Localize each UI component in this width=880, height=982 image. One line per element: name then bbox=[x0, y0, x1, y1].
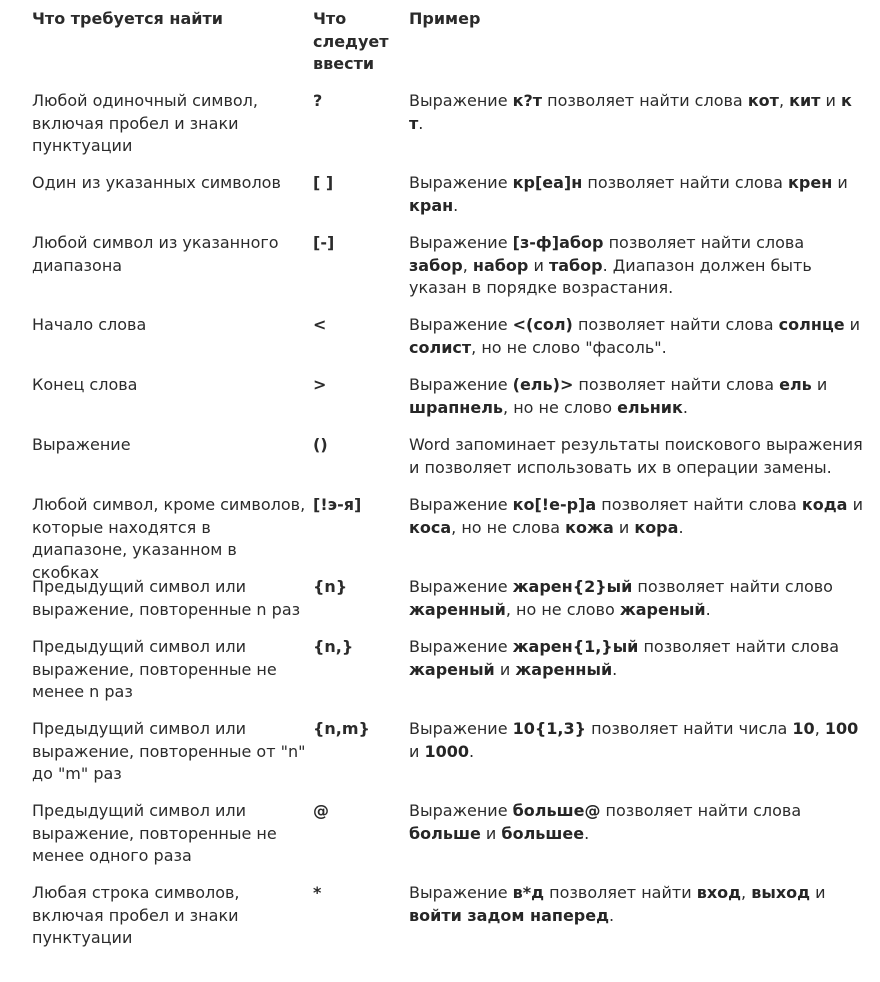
cell-example bbox=[409, 434, 864, 479]
cell-example bbox=[409, 800, 864, 845]
example-bold-text: ель bbox=[779, 375, 812, 394]
example-text: Выражение bbox=[409, 91, 513, 110]
cell-enter: {n,m} bbox=[313, 719, 370, 738]
example-text: Выражение bbox=[409, 883, 513, 902]
example-text: позволяет найти слова bbox=[596, 495, 802, 514]
header-enter: Что следует ввести bbox=[313, 9, 389, 73]
example-text: . bbox=[682, 397, 688, 417]
example-bold-text: (ель)> bbox=[512, 375, 574, 394]
table-header bbox=[0, 8, 880, 78]
example-text: позволяет найти слова bbox=[573, 375, 780, 394]
example-text: Выражение bbox=[409, 315, 513, 334]
cell-enter: {n,} bbox=[313, 637, 354, 656]
example-bold-text: 100 bbox=[824, 719, 859, 738]
example-bold-text: крен bbox=[788, 173, 833, 192]
example-bold-text: кот bbox=[747, 91, 779, 110]
example-bold-text: кр[еа]н bbox=[512, 173, 583, 192]
example-text: позволяет найти bbox=[544, 883, 697, 902]
example-bold-text: выход bbox=[751, 883, 811, 902]
example-bold-text: кожа bbox=[565, 517, 614, 537]
cell-enter: [!э-я] bbox=[313, 495, 362, 514]
example-text: , bbox=[741, 883, 752, 902]
cell-find: Предыдущий символ или выражение, повторенные не менее n раз bbox=[32, 637, 277, 701]
example-bold-text: 10{1,3} bbox=[512, 719, 587, 738]
example-text: и bbox=[832, 173, 848, 192]
example-bold-text: кора bbox=[634, 517, 679, 537]
example-bold-text: солист bbox=[409, 337, 472, 357]
example-text: . bbox=[584, 823, 590, 843]
example-text: и bbox=[811, 375, 828, 394]
example-bold-text: <(сол) bbox=[512, 315, 573, 334]
cell-enter: < bbox=[313, 315, 327, 334]
example-bold-text: табор bbox=[548, 255, 603, 275]
example-text: , но не слово bbox=[503, 397, 618, 417]
cell-enter: > bbox=[313, 375, 327, 394]
example-text: Выражение bbox=[409, 375, 513, 394]
example-text: Выражение bbox=[409, 233, 513, 252]
example-bold-text: забор bbox=[409, 255, 463, 275]
example-bold-text: коса bbox=[409, 517, 452, 537]
example-text: . Диапазон должен быть указан в порядке возрастания. bbox=[409, 255, 812, 297]
example-text: и bbox=[847, 495, 863, 514]
example-text: и bbox=[480, 823, 502, 843]
example-text: и bbox=[409, 741, 425, 761]
example-text: , bbox=[778, 91, 790, 110]
cell-example bbox=[409, 232, 864, 300]
example-bold-text: кода bbox=[801, 495, 848, 514]
example-text: , но не слово "фасоль". bbox=[471, 337, 667, 357]
example-text: Выражение bbox=[409, 173, 513, 192]
example-text: . bbox=[418, 113, 424, 133]
example-text: позволяет найти слова bbox=[638, 637, 840, 656]
example-bold-text: жарен{1,}ый bbox=[512, 637, 639, 656]
example-bold-text: кит bbox=[789, 91, 821, 110]
example-bold-text: жаренный bbox=[409, 599, 506, 619]
cell-find: Любой одиночный символ, включая пробел и знаки пунктуации bbox=[32, 91, 258, 155]
example-text: . bbox=[609, 905, 615, 925]
cell-enter: () bbox=[313, 435, 328, 454]
cell-example bbox=[409, 172, 864, 217]
example-text: и bbox=[528, 255, 549, 275]
cell-find: Любой символ, кроме символов, которые находятся в диапазоне, указанном в скобках bbox=[32, 495, 306, 582]
example-bold-text: набор bbox=[472, 255, 529, 275]
example-bold-text: войти задом наперед bbox=[409, 905, 610, 925]
cell-example bbox=[409, 576, 864, 621]
example-text: позволяет найти слова bbox=[582, 173, 789, 192]
example-text: , но не слово bbox=[505, 599, 620, 619]
cell-find: Начало слова bbox=[32, 315, 147, 334]
example-text: и bbox=[613, 517, 635, 537]
cell-find: Предыдущий символ или выражение, повторенные n раз bbox=[32, 577, 301, 619]
header-example: Пример bbox=[409, 9, 481, 28]
example-bold-text: ко[!е-р]а bbox=[512, 495, 597, 514]
example-bold-text: жарен{2}ый bbox=[512, 577, 633, 596]
cell-find: Любой символ из указанного диапазона bbox=[32, 233, 279, 275]
cell-enter: * bbox=[313, 883, 322, 902]
example-text: , bbox=[462, 255, 473, 275]
example-text: позволяет найти слова bbox=[600, 801, 802, 820]
example-text: , bbox=[814, 719, 825, 738]
example-bold-text: 10 bbox=[792, 719, 815, 738]
example-bold-text: кран bbox=[409, 195, 454, 215]
example-bold-text: в*д bbox=[512, 883, 545, 902]
example-text: . bbox=[612, 659, 618, 679]
example-bold-text: большее bbox=[501, 823, 585, 843]
cell-example bbox=[409, 314, 864, 359]
example-bold-text: вход bbox=[696, 883, 742, 902]
cell-enter: ? bbox=[313, 91, 323, 110]
example-bold-text: больше bbox=[409, 823, 481, 843]
cell-find: Предыдущий символ или выражение, повторенные не менее одного раза bbox=[32, 801, 277, 865]
example-text: позволяет найти числа bbox=[586, 719, 793, 738]
example-bold-text: жареный bbox=[409, 659, 495, 679]
cell-example bbox=[409, 374, 864, 419]
example-bold-text: жареный bbox=[619, 599, 706, 619]
example-text: Выражение bbox=[409, 495, 513, 514]
example-bold-text: [з-ф]абор bbox=[512, 233, 604, 252]
cell-find: Один из указанных символов bbox=[32, 173, 281, 192]
cell-enter: [-] bbox=[313, 233, 335, 252]
example-text: . bbox=[453, 195, 459, 215]
cell-example bbox=[409, 636, 864, 681]
cell-enter: {n} bbox=[313, 577, 348, 596]
example-text: . bbox=[469, 741, 475, 761]
example-text: Выражение bbox=[409, 637, 513, 656]
cell-find: Предыдущий символ или выражение, повторенные от "n" до "m" раз bbox=[32, 719, 306, 783]
example-text: и bbox=[844, 315, 861, 334]
example-text: и bbox=[820, 91, 842, 110]
example-text: Выражение bbox=[409, 801, 513, 820]
example-bold-text: к?т bbox=[512, 91, 543, 110]
example-bold-text: шрапнель bbox=[409, 397, 504, 417]
cell-find: Конец слова bbox=[32, 375, 138, 394]
cell-find: Выражение bbox=[32, 435, 131, 454]
example-text: . bbox=[705, 599, 711, 619]
example-bold-text: солнце bbox=[778, 315, 845, 334]
example-text: позволяет найти слова bbox=[572, 315, 779, 334]
cell-example bbox=[409, 882, 864, 927]
example-bold-text: больше@ bbox=[512, 801, 601, 820]
example-bold-text: к т bbox=[409, 91, 852, 133]
cell-example bbox=[409, 494, 864, 539]
example-text: позволяет найти слово bbox=[632, 577, 833, 596]
cell-find: Любая строка символов, включая пробел и знаки пунктуации bbox=[32, 883, 240, 947]
cell-enter: @ bbox=[313, 801, 329, 820]
example-text: , но не слова bbox=[451, 517, 566, 537]
example-bold-text: жаренный bbox=[515, 659, 613, 679]
example-bold-text: 1000 bbox=[424, 741, 470, 761]
header-find: Что требуется найти bbox=[32, 9, 223, 28]
example-text: Выражение bbox=[409, 719, 513, 738]
example-text: . bbox=[678, 517, 684, 537]
example-text: позволяет найти слова bbox=[603, 233, 805, 252]
example-text: Выражение bbox=[409, 577, 513, 596]
example-text: и bbox=[494, 659, 516, 679]
cell-enter: [ ] bbox=[313, 173, 334, 192]
example-bold-text: ельник bbox=[617, 397, 683, 417]
example-text: Word запоминает результаты поискового выражения и позволяет использовать их в операции замены. bbox=[409, 435, 863, 477]
example-text: и bbox=[810, 883, 826, 902]
example-text: позволяет найти слова bbox=[542, 91, 748, 110]
cell-example bbox=[409, 718, 864, 763]
cell-example bbox=[409, 90, 864, 135]
